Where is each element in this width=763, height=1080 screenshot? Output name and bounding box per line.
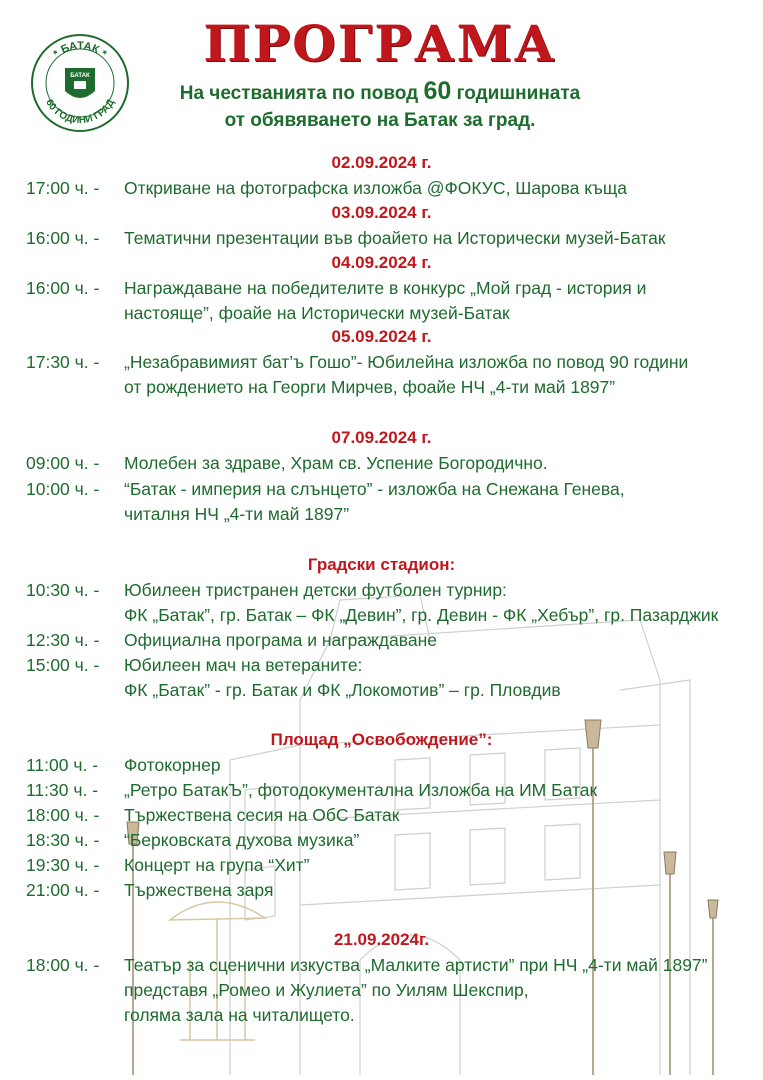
event-time: 15:00 ч. - xyxy=(26,655,100,675)
day-heading-0509: 05.09.2024 г. xyxy=(331,327,432,346)
venue-heading-stadium: Градски стадион: xyxy=(307,555,456,574)
event-text: Тематични презентации във фоайето на Исторически музей-Батак xyxy=(124,228,666,248)
event-time: 16:00 ч. - xyxy=(26,228,100,248)
event-text-cont: ФК „Батак”, гр. Батак – ФК „Девин”, гр. Девин - ФК „Хебър”, гр. Пазарджик xyxy=(124,605,719,625)
subtitle-line2: от обявяването на Батак за град. xyxy=(224,110,536,131)
subtitle-line1-after: годишнината xyxy=(456,83,581,104)
event-time: 09:00 ч. - xyxy=(26,453,100,473)
event-text: “Батак - империя на слънцето” - изложба на Снежана Генева, xyxy=(124,479,625,499)
event-text-cont: читалня НЧ „4-ти май 1897” xyxy=(124,504,350,524)
event-time: 16:00 ч. - xyxy=(26,278,100,298)
event-time: 12:30 ч. - xyxy=(26,630,100,650)
event-text: Концерт на група “Хит” xyxy=(124,855,310,875)
svg-text:БАТАК: БАТАК xyxy=(70,73,90,79)
svg-text:* БАТАК *: * БАТАК * xyxy=(51,39,109,61)
event-time: 11:30 ч. - xyxy=(26,780,99,800)
batak-60-years-logo xyxy=(30,33,130,133)
event-time: 21:00 ч. - xyxy=(26,880,100,900)
day-heading-0309: 03.09.2024 г. xyxy=(331,203,432,222)
event-time: 10:30 ч. - xyxy=(26,580,100,600)
event-text: Тържествена заря xyxy=(124,880,274,900)
venue-heading-square: Площад „Освобождение”: xyxy=(270,730,493,749)
event-text: „Ретро БатакЪ”, фотодокументална Изложба на ИМ Батак xyxy=(124,780,598,800)
subtitle-line1-before: На честванията по повод xyxy=(179,83,419,104)
event-text-cont: настояще”, фоайе на Исторически музей-Батак xyxy=(124,303,510,323)
event-text-cont: от рождението на Георги Мирчев, фоайе НЧ „4-ти май 1897” xyxy=(124,377,616,397)
day-heading-0709: 07.09.2024 г. xyxy=(331,428,432,447)
event-text: Молебен за здраве, Храм св. Успение Богородично. xyxy=(124,453,548,473)
event-text: Откриване на фотографска изложба @ФОКУС, Шарова къща xyxy=(124,178,627,198)
event-time: 17:30 ч. - xyxy=(26,352,100,372)
event-text: “Берковската духова музика” xyxy=(124,830,360,850)
event-time: 17:00 ч. - xyxy=(26,178,100,198)
event-time: 19:30 ч. - xyxy=(26,855,100,875)
event-text-cont: представя „Ромео и Жулиета” по Уилям Шекспир, xyxy=(124,980,529,1000)
subtitle-number: 60 xyxy=(423,77,452,105)
event-text: Театър за сценични изкуства „Малките артисти” при НЧ „4-ти май 1897” xyxy=(124,955,708,975)
page-title: ПРОГРАМА xyxy=(203,14,557,73)
event-text: „Незабравимият бат’ъ Гошо”- Юбилейна изложба по повод 90 години xyxy=(124,352,689,372)
day-heading-0409: 04.09.2024 г. xyxy=(331,253,432,272)
event-text: Тържествена сесия на ОбС Батак xyxy=(124,805,400,825)
event-time: 18:00 ч. - xyxy=(26,955,100,975)
event-text-cont: ФК „Батак” - гр. Батак и ФК „Локомотив” – гр. Пловдив xyxy=(124,680,561,700)
event-time: 10:00 ч. - xyxy=(26,479,100,499)
event-text: Юбилеен тристранен детски футболен турнир: xyxy=(124,580,507,600)
event-text-cont: голяма зала на читалището. xyxy=(124,1005,355,1025)
event-time: 18:00 ч. - xyxy=(26,805,100,825)
event-text: Юбилеен мач на ветераните: xyxy=(124,655,363,675)
event-time: 18:30 ч. - xyxy=(26,830,100,850)
event-text: Фотокорнер xyxy=(124,755,221,775)
event-time: 11:00 ч. - xyxy=(26,755,99,775)
day-heading-2109: 21.09.2024г. xyxy=(333,930,430,949)
event-text: Официална програма и награждаване xyxy=(124,630,437,650)
page-subtitle xyxy=(140,78,620,134)
svg-text:60 ГОДИНИ ГРАД: 60 ГОДИНИ ГРАД xyxy=(43,97,117,127)
day-heading-0209: 02.09.2024 г. xyxy=(331,153,432,172)
event-text: Награждаване на победителите в конкурс „Мой град - история и xyxy=(124,278,647,298)
